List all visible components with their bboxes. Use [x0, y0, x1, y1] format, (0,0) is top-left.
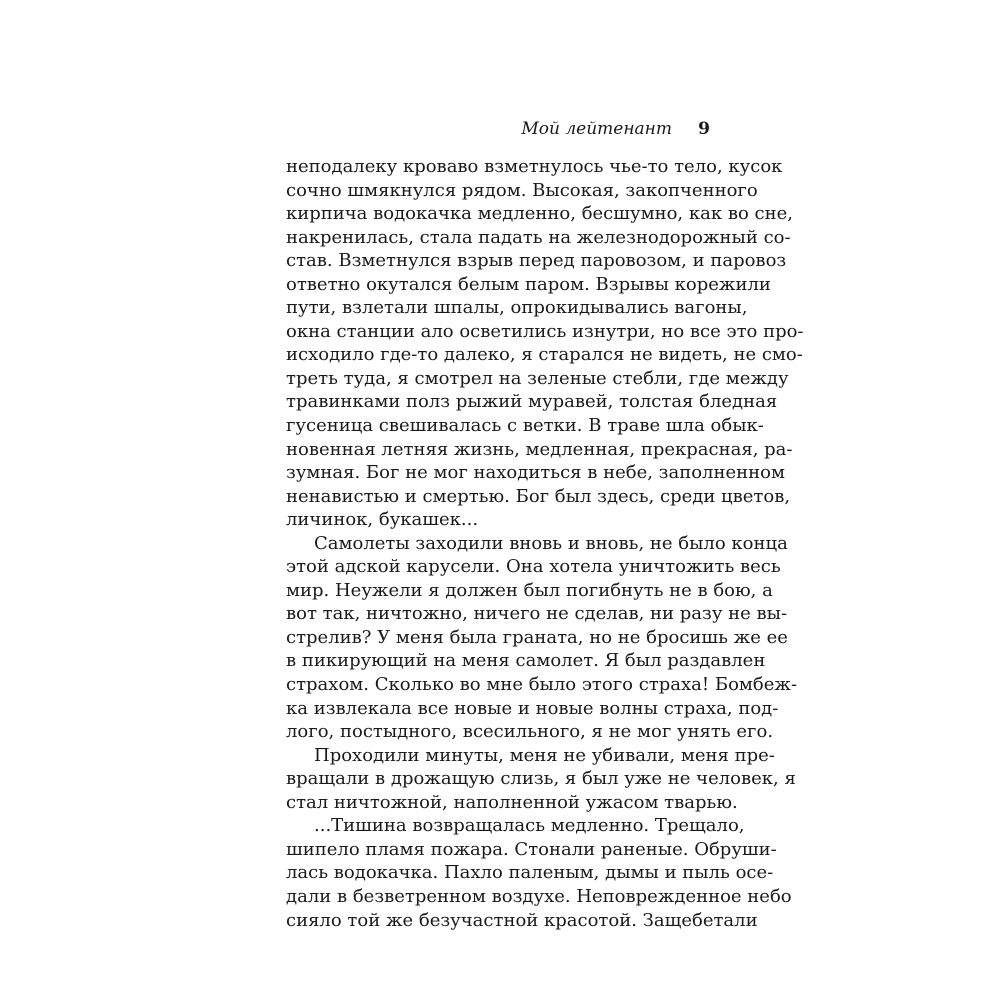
text-line: вот так, ничтожно, ничего не сделав, ни разу не вы- [286, 603, 788, 625]
running-header [286, 116, 712, 142]
text-line: гусеница свешивалась с ветки. В траве шла обык- [286, 415, 764, 437]
text-line: лого, постыдного, всесильного, я не мог унять его. [286, 721, 774, 743]
text-line: неподалеку кроваво взметнулось чье-то тело, кусок [286, 156, 783, 177]
text-line: пути, взлетали шпалы, опрокидывались вагоны, [286, 297, 748, 319]
text-line: став. Взметнулся взрыв перед паровозом, и паровоз [286, 250, 787, 272]
text-line: ответно окутался белым паром. Взрывы корежили [286, 273, 771, 295]
text-line: Самолеты заходили вновь и вновь, не было конца [314, 532, 788, 554]
text-line: лась водокачка. Пахло паленым, дымы и пыль осе- [286, 862, 774, 884]
text-line: травинками полз рыжий муравей, толстая бледная [286, 391, 778, 413]
body-text [286, 155, 804, 932]
text-line: окна станции ало осветились изнутри, но все это про- [286, 320, 804, 342]
text-line: ка извлекала все новые и новые волны страха, под- [286, 697, 779, 719]
text-line: этой адской карусели. Она хотела уничтожить весь [286, 556, 781, 578]
text-line: новенная летняя жизнь, медленная, прекрасная, ра- [286, 438, 793, 460]
text-line: сочно шмякнулся рядом. Высокая, закопченного [286, 179, 758, 201]
text-line: страхом. Сколько во мне было этого страха! Бомбеж- [286, 674, 798, 696]
text-line: кирпича водокачка медленно, бесшумно, как во сне, [286, 203, 793, 225]
text-line: исходило где-то далеко, я старался не видеть, не смо- [286, 344, 803, 366]
text-line: зумная. Бог не мог находиться в небе, заполненном [286, 462, 785, 484]
text-line: Проходили минуты, меня не убивали, меня пре- [314, 744, 775, 766]
text-line: треть туда, я смотрел на зеленые стебли, где между [286, 367, 789, 389]
text-line: личинок, букашек... [286, 509, 479, 531]
text-line: накренилась, стала падать на железнодорожный со- [286, 226, 791, 248]
chapter-title: Мой лейтенант [521, 119, 672, 139]
text-line: шипело пламя пожара. Стонали раненые. Обруши- [286, 838, 777, 860]
text-line: стрелив? У меня была граната, но не бросишь же ее [286, 626, 788, 648]
text-line: мир. Неужели я должен был погибнуть не в бою, а [286, 579, 773, 601]
text-line: стал ничтожной, наполненной ужасом тварью. [286, 791, 738, 813]
text-line: сияло той же безучастной красотой. Защебетали [286, 909, 758, 931]
text-line: дали в безветренном воздухе. Неповрежденное небо [286, 885, 792, 907]
text-line: ...Тишина возвращалась медленно. Трещало, [314, 815, 745, 837]
text-line: в пикирующий на меня самолет. Я был раздавлен [286, 650, 766, 672]
text-line: вращали в дрожащую слизь, я был уже не человек, я [286, 768, 796, 790]
page-number: 9 [698, 119, 710, 139]
text-line: ненавистью и смертью. Бог был здесь, среди цветов, [286, 485, 791, 507]
